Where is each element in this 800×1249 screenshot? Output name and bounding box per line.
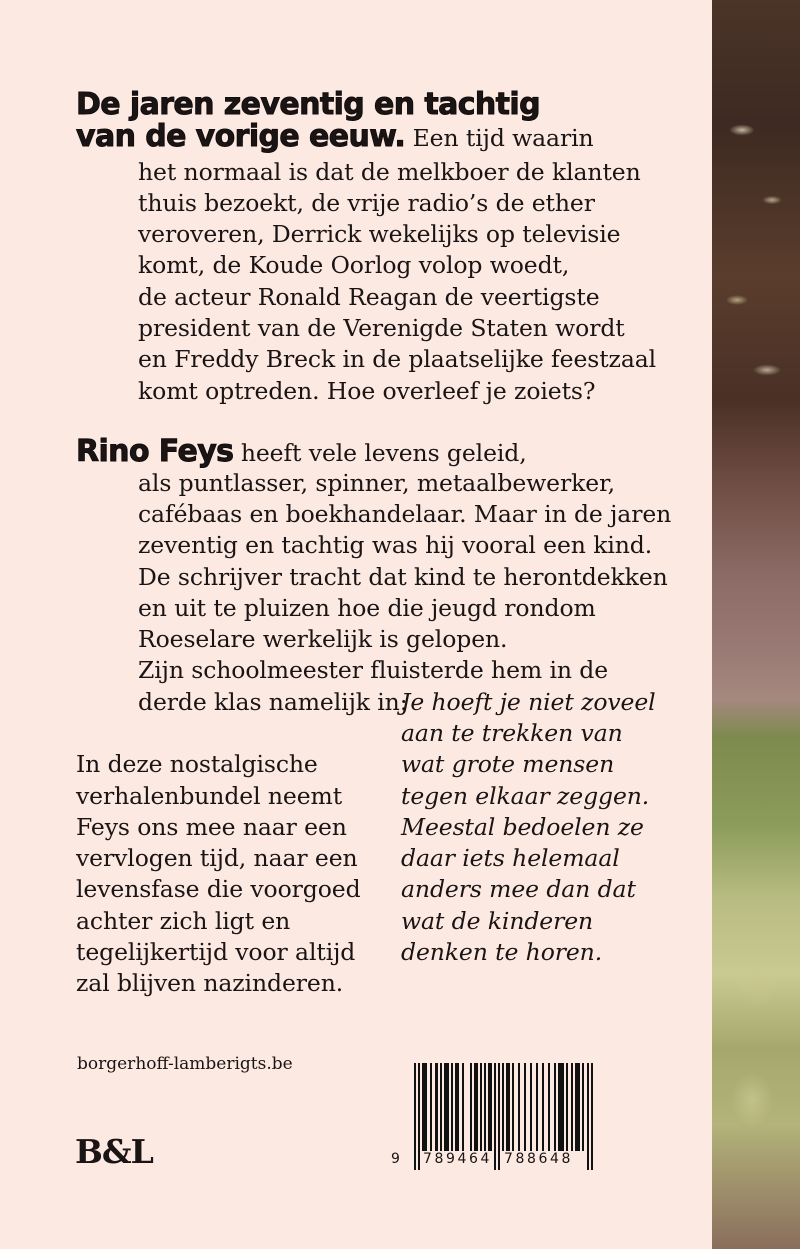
paragraph-2-line: Zijn schoolmeester fluisterde hem in de <box>138 656 609 684</box>
quote-line: wat grote mensen <box>401 750 615 778</box>
paragraph-2-line: heeft vele levens geleid, <box>240 439 527 467</box>
publisher-logo: B&L <box>75 1132 153 1171</box>
paragraph-2-line: als puntlasser, spinner, metaalbewerker, <box>138 469 615 497</box>
paragraph-1-line: veroveren, Derrick wekelijks op televisie <box>138 220 621 248</box>
paragraph-2-line: derde klas namelijk in: <box>138 688 408 716</box>
paragraph-2-line: cafébaas en boekhandelaar. Maar in de jaren <box>138 500 672 528</box>
paragraph-1-first-line <box>76 121 594 154</box>
paragraph-1-line: en Freddy Breck in de plaatselijke feestzaal <box>138 345 657 373</box>
quote-line: anders mee dan dat <box>401 875 636 903</box>
paragraph-2-line: Roeselare werkelijk is gelopen. <box>138 625 508 653</box>
paragraph-3-line: zal blijven nazinderen. <box>76 969 344 997</box>
paragraph-2-first-line <box>76 436 527 469</box>
paragraph-3-line: levensfase die voorgoed <box>76 875 361 903</box>
heading-line-2: van de vorige eeuw. <box>76 119 406 154</box>
paragraph-1-line: de acteur Ronald Reagan de veertigste <box>138 283 600 311</box>
paragraph-2-line: De schrijver tracht dat kind te herontdekken <box>138 563 668 591</box>
paragraph-1-line: thuis bezoekt, de vrije radio’s de ether <box>138 189 595 217</box>
paragraph-3-line: In deze nostalgische <box>76 750 318 778</box>
quote-line: aan te trekken van <box>401 719 623 747</box>
paragraph-1-line: komt optreden. Hoe overleef je zoiets? <box>138 377 596 405</box>
publisher-url: borgerhoff-lamberigts.be <box>77 1054 293 1074</box>
quote-line: tegen elkaar zeggen. <box>401 782 650 810</box>
quote-line: Meestal bedoelen ze <box>401 813 644 841</box>
cover-photo-strip <box>712 0 800 1249</box>
paragraph-1-line: het normaal is dat de melkboer de klanten <box>138 158 641 186</box>
barcode-first-digit: 9 <box>391 1151 403 1167</box>
paragraph-3-line: vervlogen tijd, naar een <box>76 844 358 872</box>
paragraph-2-line: en uit te pluizen hoe die jeugd rondom <box>138 594 596 622</box>
quote-line: wat de kinderen <box>401 907 594 935</box>
paragraph-2-line: zeventig en tachtig was hij vooral een kind. <box>138 531 653 559</box>
quote-line: Je hoeft je niet zoveel <box>401 688 656 716</box>
barcode-digits-group-2: 788648 <box>504 1151 574 1167</box>
paragraph-3-line: verhalenbundel neemt <box>76 782 343 810</box>
paragraph-1-line: Een tijd waarin <box>412 124 594 152</box>
paragraph-3-line: achter zich ligt en <box>76 907 291 935</box>
barcode-digits-group-1: 789464 <box>423 1151 493 1167</box>
paragraph-3-line: Feys ons mee naar een <box>76 813 347 841</box>
paragraph-1-line: president van de Verenigde Staten wordt <box>138 314 625 342</box>
quote-line: daar iets helemaal <box>401 844 620 872</box>
paragraph-1-line: komt, de Koude Oorlog volop woedt, <box>138 251 570 279</box>
heading-line-1: De jaren zeventig en tachtig <box>76 87 540 122</box>
author-name: Rino Feys <box>76 434 234 469</box>
quote-line: denken te horen. <box>401 938 603 966</box>
paragraph-3-line: tegelijkertijd voor altijd <box>76 938 356 966</box>
